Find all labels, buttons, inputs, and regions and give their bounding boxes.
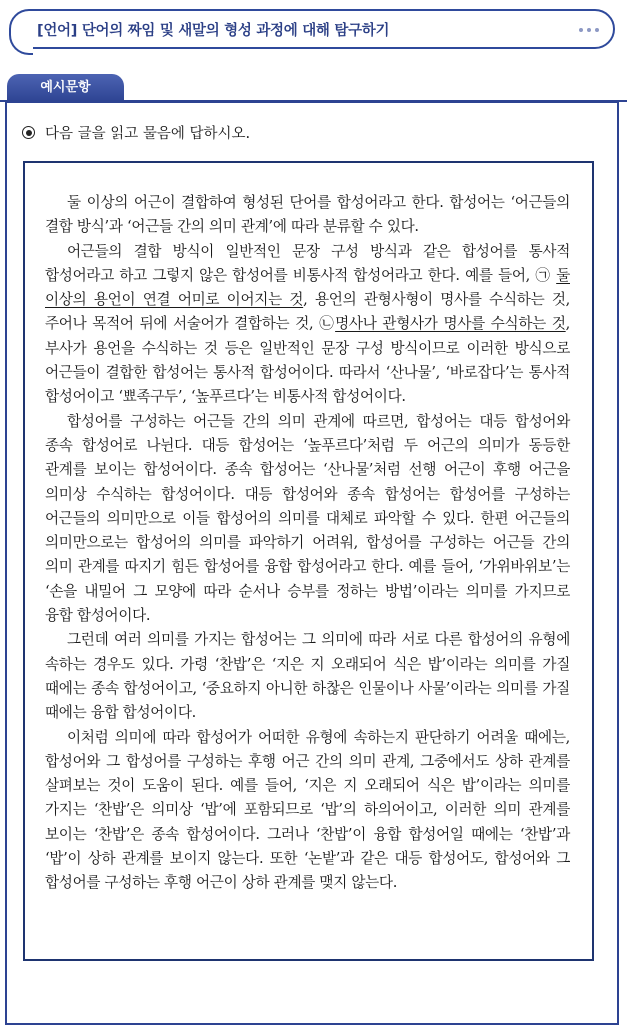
section-title: [언어] 단어의 짜임 및 새말의 형성 과정에 대해 탐구하기 — [37, 23, 390, 39]
paragraph-4: 그런데 여러 의미를 가지는 합성어는 그 의미에 따라 서로 다른 합성어의 유형에 속하는 경우도 있다. 가령 ‘찬밥’은 ‘지은 지 오래되어 식은 밥’이라는 의미를 가질 때에는 종속 합성어이고, ‘중요하지 아니한 하찮은 인물이나 사물’이라는 의미를 가질 때에는 융합 합성어이다. — [45, 631, 570, 722]
header-tail-decoration — [9, 29, 33, 55]
paragraph-2-part-b: , 용언의 관형사형이 명사를 수식하는 것, 주어나 목적어 뒤에 서술어가 결합하는 것, ㉡ — [45, 291, 570, 333]
paragraph-3: 합성어를 구성하는 어근들 간의 의미 관계에 따르면, 합성어는 대등 합성어와 종속 합성어로 나뉜다. 대등 합성어는 ‘높푸르다’처럼 두 어근의 의미가 동등한 관계를 보이는 합성어이다. 종속 합성어는 ‘산나물’처럼 선행 어근이 후행 어근을 의미상 수식하는 합성어이다. 대등 합성어와 종속 합성어는 합성어를 구성하는 어근들의 의미만으로 이들 합성어의 의미를 대체로 파악할 수 있다. 한편 어근들의 의미만으로는 합성어의 의미를 파악하기 어려워, 합성어를 구성하는 어근들 간의 의미 관계를 따지기 힘든 합성어를 융합 합성어라고 한다. 예를 들어, ‘가위바위보’는 ‘손을 내밀어 그 모양에 따라 순서나 승부를 정하는 방법’이라는 의미를 가지므로 융합 합성어이다. — [45, 412, 570, 625]
paragraph-2 — [45, 240, 570, 410]
paragraph-1: 둘 이상의 어근이 결합하여 형성된 단어를 합성어라고 한다. 합성어는 ‘어근들의 결합 방식’과 ‘어근들 간의 의미 관계’에 따라 분류할 수 있다. — [45, 194, 570, 236]
tab-example-question: 예시문항 — [7, 74, 124, 102]
instruction-text: 다음 글을 읽고 물음에 답하시오. — [45, 126, 251, 142]
section-header — [9, 9, 615, 49]
underlined-phrase-a: 둘 이상의 용언이 연결 어미로 이어지는 것 — [45, 266, 570, 309]
reading-passage — [23, 161, 594, 961]
underlined-phrase-b: 명사나 관형사가 명사를 수식하는 것 — [335, 315, 566, 333]
more-dots-icon — [579, 28, 599, 32]
paragraph-2-part-a: 어근들의 결합 방식이 일반적인 문장 구성 방식과 같은 합성어를 통사적 합성어라고 하고 그렇지 않은 합성어를 비통사적 합성어라고 한다. 예를 들어, ㉠ — [45, 242, 570, 284]
paragraph-2-part-c: , 부사가 용언을 수식하는 것 등은 일반적인 문장 구성 방식이므로 이러한 방식으로 어근들이 결합한 합성어는 통사적 합성어이다. 따라서 ‘산나물’, ‘바로잡다’는 통사적 합성어이고 ‘뾰족구두’, ‘높푸르다’는 비통사적 합성어이다. — [45, 315, 570, 406]
bullet-icon — [22, 126, 35, 139]
paragraph-5: 이처럼 의미에 따라 합성어가 어떠한 유형에 속하는지 판단하기 어려울 때에는, 합성어와 그 합성어를 구성하는 후행 어근 간의 의미 관계, 그중에서도 상하 관계를 살펴보는 것이 도움이 된다. 예를 들어, ‘지은 지 오래되어 식은 밥’이라는 의미를 가지는 ‘찬밥’은 의미상 ‘밥’에 포함되므로 ‘밥’의 하의어이고, 이러한 의미 관계를 보이는 ‘찬밥’은 종속 합성어이다. 그러나 ‘찬밥’이 융합 합성어일 때에는 ‘찬밥’과 ‘밥’이 상하 관계를 보이지 않는다. 또한 ‘논밭’과 같은 대등 합성어도, 합성어와 그 합성어를 구성하는 후행 어근이 상하 관계를 맺지 않는다. — [45, 728, 570, 892]
instruction — [22, 122, 250, 143]
